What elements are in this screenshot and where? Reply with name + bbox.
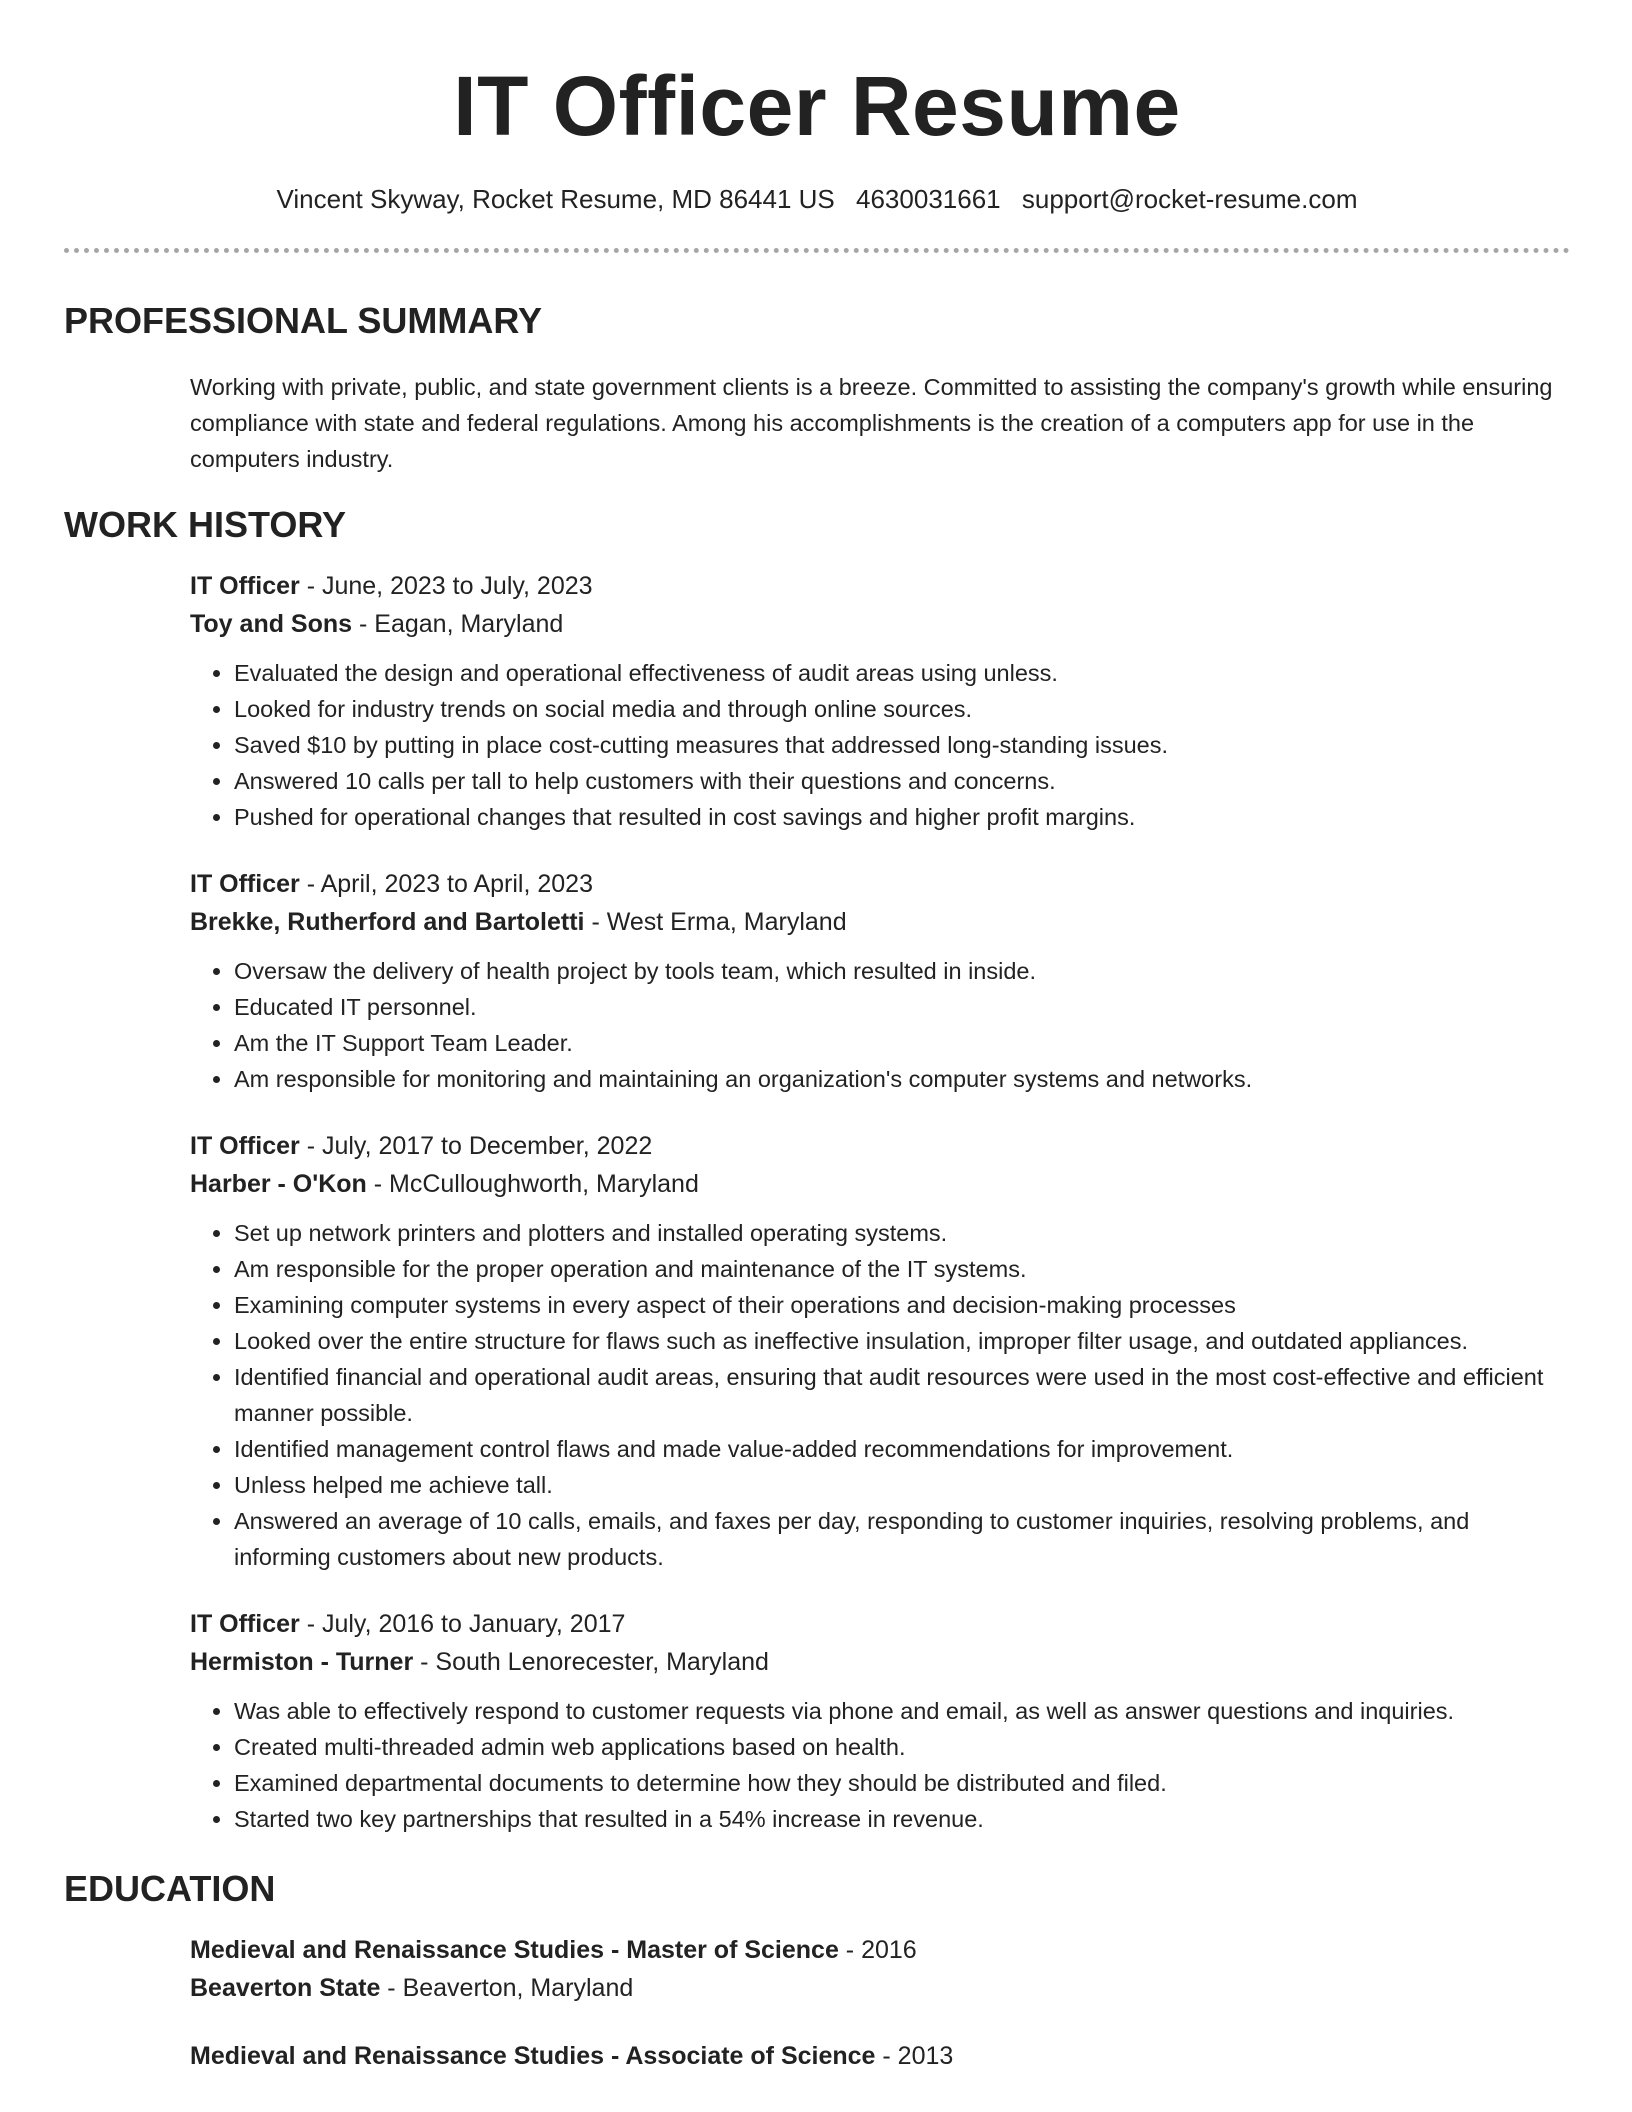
job-location: - Eagan, Maryland	[352, 610, 564, 638]
education-year: - 2013	[875, 2042, 954, 2070]
job-bullet: • Examined departmental documents to determine how they should be distributed and filed.	[234, 1765, 1570, 1801]
job-company-line	[190, 1165, 1570, 1203]
job-bullets	[190, 1693, 1570, 1837]
job-bullet: • Answered 10 calls per tall to help customers with their questions and concerns.	[234, 763, 1570, 799]
work-history-heading: WORK HISTORY	[64, 504, 347, 545]
education-degree-line	[190, 2037, 1570, 2075]
job-bullets	[190, 1215, 1570, 1575]
job-bullet: • Created multi-threaded admin web applications based on health.	[234, 1729, 1570, 1765]
header-divider	[64, 248, 1570, 253]
job-bullet: • Saved $10 by putting in place cost-cutting measures that addressed long-standing issues.	[234, 727, 1570, 763]
education-heading: EDUCATION	[64, 1868, 276, 1909]
job-title-line	[190, 865, 1570, 903]
job-bullet: • Pushed for operational changes that resulted in cost savings and higher profit margins.	[234, 799, 1570, 835]
job-bullet: • Set up network printers and plotters and installed operating systems.	[234, 1215, 1570, 1251]
job-bullet: • Answered an average of 10 calls, emails, and faxes per day, responding to customer inquiries, resolving problems, and informing customers about new products.	[234, 1503, 1570, 1575]
job-entry	[190, 1127, 1570, 1575]
job-entry	[190, 567, 1570, 835]
job-bullets	[190, 953, 1570, 1097]
job-location: - South Lenorecester, Maryland	[413, 1648, 769, 1676]
resume-title: IT Officer Resume	[453, 59, 1181, 153]
education-degree: Medieval and Renaissance Studies - Associate of Science	[190, 2042, 876, 2070]
education-entry	[190, 2037, 1570, 2075]
job-bullet: • Identified management control flaws and made value-added recommendations for improvement.	[234, 1431, 1570, 1467]
job-bullet: • Evaluated the design and operational effectiveness of audit areas using unless.	[234, 655, 1570, 691]
job-entry	[190, 865, 1570, 1097]
job-bullet: • Educated IT personnel.	[234, 989, 1570, 1025]
job-bullet: • Looked for industry trends on social media and through online sources.	[234, 691, 1570, 727]
job-title-line	[190, 567, 1570, 605]
job-bullet: • Looked over the entire structure for flaws such as ineffective insulation, improper filter usage, and outdated appliances.	[234, 1323, 1570, 1359]
contact-address: Vincent Skyway, Rocket Resume, MD 86441 US	[276, 184, 835, 214]
education-school: Beaverton State	[190, 1974, 381, 2002]
job-title: IT Officer	[190, 1610, 300, 1638]
job-bullet: • Identified financial and operational audit areas, ensuring that audit resources were used in the most cost-effective and efficient manner possible.	[234, 1359, 1570, 1431]
job-bullet: • Unless helped me achieve tall.	[234, 1467, 1570, 1503]
education-degree-line	[190, 1931, 1570, 1969]
education-entry	[190, 1931, 1570, 2007]
job-location: - McCulloughworth, Maryland	[366, 1170, 699, 1198]
job-bullet: • Was able to effectively respond to customer requests via phone and email, as well as answer questions and inquiries.	[234, 1693, 1570, 1729]
contact-email: support@rocket-resume.com	[1021, 184, 1358, 214]
job-title-line	[190, 1127, 1570, 1165]
job-company: Harber - O'Kon	[190, 1170, 367, 1198]
job-location: - West Erma, Maryland	[584, 908, 847, 936]
job-bullet: • Am responsible for monitoring and maintaining an organization's computer systems and networks.	[234, 1061, 1570, 1097]
summary-heading: PROFESSIONAL SUMMARY	[64, 300, 543, 341]
job-company-line	[190, 1643, 1570, 1681]
job-company-line	[190, 903, 1570, 941]
job-bullet: • Am responsible for the proper operation and maintenance of the IT systems.	[234, 1251, 1570, 1287]
job-title: IT Officer	[190, 572, 300, 600]
job-entry	[190, 1605, 1570, 1837]
education-school-line	[190, 1969, 1570, 2007]
contact-phone: 4630031661	[856, 184, 1001, 214]
resume-page	[64, 0, 1570, 2075]
job-dates: - July, 2016 to January, 2017	[299, 1610, 626, 1638]
job-dates: - July, 2017 to December, 2022	[299, 1132, 653, 1160]
education-degree: Medieval and Renaissance Studies - Master of Science	[190, 1936, 839, 1964]
contact-line	[64, 182, 1570, 216]
job-company: Toy and Sons	[190, 610, 353, 638]
job-title: IT Officer	[190, 1132, 300, 1160]
education-location: - Beaverton, Maryland	[380, 1974, 634, 2002]
job-company: Hermiston - Turner	[190, 1648, 414, 1676]
job-title-line	[190, 1605, 1570, 1643]
education-year: - 2016	[838, 1936, 917, 1964]
job-company: Brekke, Rutherford and Bartoletti	[190, 908, 585, 936]
job-bullet: • Examining computer systems in every aspect of their operations and decision-making processes	[234, 1287, 1570, 1323]
job-bullets	[190, 655, 1570, 835]
job-company-line	[190, 605, 1570, 643]
job-bullet: • Am the IT Support Team Leader.	[234, 1025, 1570, 1061]
summary-text: Working with private, public, and state government clients is a breeze. Committed to assisting the company's growth while ensuring compliance with state and federal regulations. Among his accomplishments is the creation of a computers app for use in the computers industry.	[190, 374, 1553, 472]
job-title: IT Officer	[190, 870, 300, 898]
job-bullet: • Oversaw the delivery of health project by tools team, which resulted in inside.	[234, 953, 1570, 989]
job-bullet: • Started two key partnerships that resulted in a 54% increase in revenue.	[234, 1801, 1570, 1837]
job-dates: - April, 2023 to April, 2023	[299, 870, 593, 898]
job-dates: - June, 2023 to July, 2023	[299, 572, 593, 600]
